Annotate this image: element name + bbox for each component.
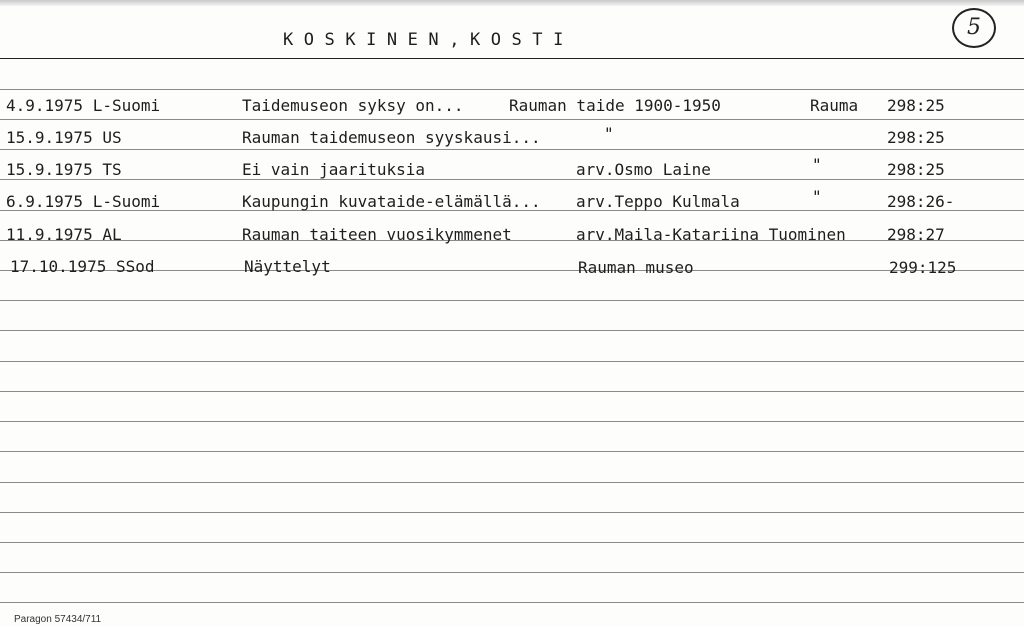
ruled-line — [0, 572, 1024, 573]
ruled-line — [0, 421, 1024, 422]
card-number-circle: 5 — [952, 8, 996, 48]
entry-note: Rauman museo — [578, 258, 694, 277]
entry-title: Näyttelyt — [244, 257, 331, 276]
entry-note: " — [604, 124, 614, 143]
entry-note: arv.Teppo Kulmala — [576, 192, 740, 211]
entry-title: Rauman taiteen vuosikymmenet — [242, 225, 512, 244]
ruled-line — [0, 300, 1024, 301]
ruled-line — [0, 179, 1024, 180]
entry-code: 298:27 — [887, 225, 945, 244]
entry-date-source: 17.10.1975 SSod — [10, 257, 155, 276]
entry-code: 298:25 — [887, 96, 945, 115]
entry-date-source: 11.9.1975 AL — [6, 225, 122, 244]
ruled-line — [0, 240, 1024, 241]
ruled-line — [0, 542, 1024, 543]
entry-note: arv.Osmo Laine — [576, 160, 711, 179]
ruled-line — [0, 361, 1024, 362]
entry-date-source: 15.9.1975 US — [6, 128, 122, 147]
entry-note: Rauman taide 1900-1950 — [509, 96, 721, 115]
entry-place: " — [812, 187, 822, 206]
ruled-line — [0, 391, 1024, 392]
ruled-line — [0, 149, 1024, 150]
card-top-edge — [0, 0, 1024, 6]
entry-note: arv.Maila-Katariina Tuominen — [576, 225, 846, 244]
ruled-line — [0, 512, 1024, 513]
entry-date-source: 6.9.1975 L-Suomi — [6, 192, 161, 211]
entry-code: 298:25 — [887, 160, 945, 179]
entry-code: 298:25 — [887, 128, 945, 147]
entry-date-source: 15.9.1975 TS — [6, 160, 122, 179]
ruled-line — [0, 330, 1024, 331]
entry-date-source: 4.9.1975 L-Suomi — [6, 96, 161, 115]
entry-place: Rauma — [810, 96, 859, 115]
entry-place: " — [812, 155, 822, 174]
ruled-line — [0, 89, 1024, 90]
entry-title: Ei vain jaarituksia — [242, 160, 426, 179]
ruled-line — [0, 451, 1024, 452]
entry-title: Rauman taidemuseon syyskausi... — [242, 128, 541, 147]
ruled-line — [0, 482, 1024, 483]
ruled-line — [0, 602, 1024, 603]
entry-title: Taidemuseon syksy on... — [242, 96, 464, 115]
card-name: KOSKINEN,KOSTI — [283, 30, 574, 50]
header-rule — [0, 58, 1024, 59]
entry-code: 298:26- — [887, 192, 955, 211]
ruled-line — [0, 119, 1024, 120]
entry-title: Kaupungin kuvataide-elämällä... — [242, 192, 541, 211]
entry-code: 299:125 — [889, 258, 957, 277]
print-mark: Paragon 57434/711 — [14, 614, 102, 625]
